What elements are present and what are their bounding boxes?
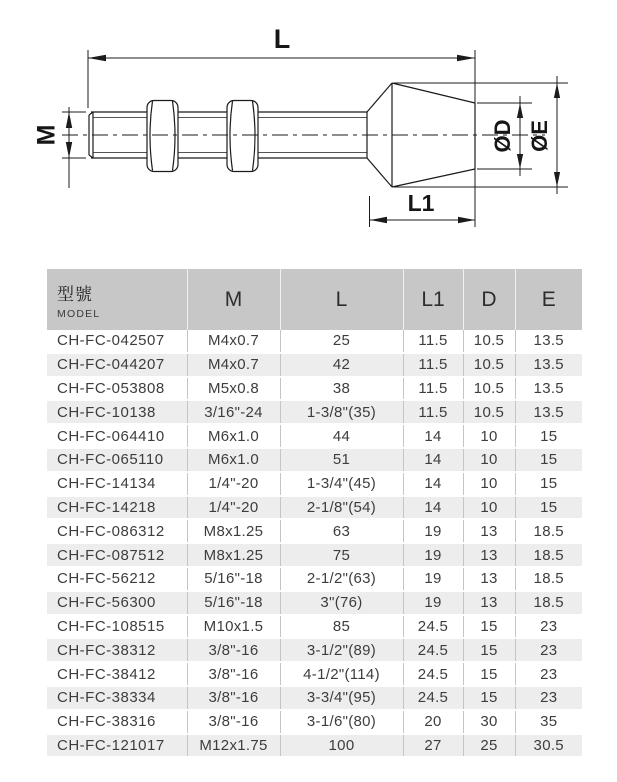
column-header-l1: L1 bbox=[403, 269, 463, 330]
model-label-zh: 型號 bbox=[57, 285, 93, 304]
label-L: L bbox=[273, 24, 291, 54]
cell-l: 25 bbox=[280, 330, 403, 353]
cell-model: CH-FC-38412 bbox=[47, 662, 187, 686]
cell-model: CH-FC-087512 bbox=[47, 543, 187, 567]
cell-l: 3"(76) bbox=[280, 591, 403, 615]
cell-m: 3/8"-16 bbox=[187, 638, 280, 662]
hex-nut-1 bbox=[147, 101, 178, 172]
cell-model: CH-FC-38312 bbox=[47, 638, 187, 662]
spindle-technical-drawing bbox=[0, 0, 617, 255]
cell-l: 85 bbox=[280, 615, 403, 639]
cell-model: CH-FC-053808 bbox=[47, 377, 187, 401]
table-header-row bbox=[47, 269, 582, 330]
cell-d: 13 bbox=[463, 567, 515, 591]
column-header-e: E bbox=[515, 269, 582, 330]
cell-m: M12x1.75 bbox=[187, 734, 280, 758]
cell-l1: 24.5 bbox=[403, 686, 463, 710]
cell-model: CH-FC-121017 bbox=[47, 734, 187, 758]
model-label-en: MODEL bbox=[57, 308, 101, 320]
cell-model: CH-FC-38316 bbox=[47, 710, 187, 734]
cell-model: CH-FC-108515 bbox=[47, 615, 187, 639]
table-row bbox=[47, 543, 582, 567]
table-row bbox=[47, 448, 582, 472]
cell-l1: 24.5 bbox=[403, 615, 463, 639]
cell-l1: 11.5 bbox=[403, 377, 463, 401]
cell-d: 10 bbox=[463, 496, 515, 520]
cell-d: 25 bbox=[463, 734, 515, 758]
cell-l1: 19 bbox=[403, 591, 463, 615]
cell-m: 1/4"-20 bbox=[187, 472, 280, 496]
cell-l: 100 bbox=[280, 734, 403, 758]
table-row bbox=[47, 519, 582, 543]
cell-l: 3-1/2"(89) bbox=[280, 638, 403, 662]
cell-e: 30.5 bbox=[515, 734, 582, 758]
cell-l: 1-3/8"(35) bbox=[280, 400, 403, 424]
cell-d: 13 bbox=[463, 591, 515, 615]
table-row bbox=[47, 686, 582, 710]
cell-e: 18.5 bbox=[515, 519, 582, 543]
cell-d: 15 bbox=[463, 615, 515, 639]
cell-l: 2-1/2"(63) bbox=[280, 567, 403, 591]
cell-l1: 14 bbox=[403, 448, 463, 472]
column-header-l: L bbox=[280, 269, 403, 330]
cell-l1: 11.5 bbox=[403, 353, 463, 377]
cell-l: 63 bbox=[280, 519, 403, 543]
cell-l: 44 bbox=[280, 424, 403, 448]
cell-model: CH-FC-044207 bbox=[47, 353, 187, 377]
cell-e: 23 bbox=[515, 686, 582, 710]
cell-e: 35 bbox=[515, 710, 582, 734]
cell-model: CH-FC-042507 bbox=[47, 330, 187, 353]
cell-l: 51 bbox=[280, 448, 403, 472]
cell-e: 13.5 bbox=[515, 353, 582, 377]
cell-m: M6x1.0 bbox=[187, 424, 280, 448]
cell-d: 10.5 bbox=[463, 353, 515, 377]
cell-m: M8x1.25 bbox=[187, 519, 280, 543]
cell-e: 23 bbox=[515, 615, 582, 639]
cell-l: 3-3/4"(95) bbox=[280, 686, 403, 710]
cell-l: 2-1/8"(54) bbox=[280, 496, 403, 520]
cell-e: 15 bbox=[515, 448, 582, 472]
table-row bbox=[47, 567, 582, 591]
cell-d: 10.5 bbox=[463, 400, 515, 424]
table-row bbox=[47, 496, 582, 520]
table-row bbox=[47, 353, 582, 377]
cell-m: 5/16"-18 bbox=[187, 567, 280, 591]
label-dia-D: ØD bbox=[489, 119, 515, 153]
cell-d: 13 bbox=[463, 519, 515, 543]
cell-d: 10 bbox=[463, 424, 515, 448]
table-body bbox=[47, 330, 582, 757]
cell-l1: 14 bbox=[403, 472, 463, 496]
cell-d: 30 bbox=[463, 710, 515, 734]
cell-e: 23 bbox=[515, 638, 582, 662]
cell-l1: 19 bbox=[403, 567, 463, 591]
table-row bbox=[47, 377, 582, 401]
cell-l1: 27 bbox=[403, 734, 463, 758]
cell-e: 23 bbox=[515, 662, 582, 686]
cell-m: 1/4"-20 bbox=[187, 496, 280, 520]
hex-nut-2 bbox=[227, 101, 258, 172]
cell-m: 3/8"-16 bbox=[187, 710, 280, 734]
cell-e: 13.5 bbox=[515, 400, 582, 424]
cell-m: M5x0.8 bbox=[187, 377, 280, 401]
table-row bbox=[47, 638, 582, 662]
cell-l1: 11.5 bbox=[403, 400, 463, 424]
cell-m: M4x0.7 bbox=[187, 353, 280, 377]
cell-l: 1-3/4"(45) bbox=[280, 472, 403, 496]
cell-e: 18.5 bbox=[515, 591, 582, 615]
cell-m: M4x0.7 bbox=[187, 330, 280, 353]
spec-table bbox=[47, 269, 582, 758]
cell-l1: 19 bbox=[403, 543, 463, 567]
cell-l: 4-1/2"(114) bbox=[280, 662, 403, 686]
cell-l1: 24.5 bbox=[403, 638, 463, 662]
cell-model: CH-FC-10138 bbox=[47, 400, 187, 424]
cell-d: 15 bbox=[463, 638, 515, 662]
cell-model: CH-FC-14218 bbox=[47, 496, 187, 520]
cell-model: CH-FC-38334 bbox=[47, 686, 187, 710]
table-row bbox=[47, 591, 582, 615]
cell-d: 15 bbox=[463, 662, 515, 686]
cell-d: 10.5 bbox=[463, 330, 515, 353]
table-row bbox=[47, 615, 582, 639]
cell-m: M6x1.0 bbox=[187, 448, 280, 472]
table-row bbox=[47, 734, 582, 758]
cell-l1: 14 bbox=[403, 424, 463, 448]
cell-m: 3/8"-16 bbox=[187, 686, 280, 710]
table-row bbox=[47, 472, 582, 496]
cell-l: 3-1/6"(80) bbox=[280, 710, 403, 734]
cell-model: CH-FC-56212 bbox=[47, 567, 187, 591]
table-row bbox=[47, 400, 582, 424]
cell-l1: 19 bbox=[403, 519, 463, 543]
cell-d: 10 bbox=[463, 448, 515, 472]
cell-model: CH-FC-065110 bbox=[47, 448, 187, 472]
cell-d: 15 bbox=[463, 686, 515, 710]
cell-m: 5/16"-18 bbox=[187, 591, 280, 615]
cell-m: M8x1.25 bbox=[187, 543, 280, 567]
cell-l1: 20 bbox=[403, 710, 463, 734]
cell-e: 18.5 bbox=[515, 567, 582, 591]
cell-l1: 14 bbox=[403, 496, 463, 520]
label-M: M bbox=[32, 124, 61, 146]
cell-model: CH-FC-56300 bbox=[47, 591, 187, 615]
cell-e: 13.5 bbox=[515, 377, 582, 401]
table-row bbox=[47, 662, 582, 686]
table-row bbox=[47, 710, 582, 734]
cell-l1: 11.5 bbox=[403, 330, 463, 353]
cell-m: 3/16"-24 bbox=[187, 400, 280, 424]
label-L1: L1 bbox=[407, 190, 435, 216]
cell-e: 18.5 bbox=[515, 543, 582, 567]
table-row bbox=[47, 424, 582, 448]
cell-e: 15 bbox=[515, 496, 582, 520]
cell-l: 38 bbox=[280, 377, 403, 401]
column-header-d: D bbox=[463, 269, 515, 330]
cell-model: CH-FC-086312 bbox=[47, 519, 187, 543]
cell-l: 42 bbox=[280, 353, 403, 377]
cell-l: 75 bbox=[280, 543, 403, 567]
cell-m: M10x1.5 bbox=[187, 615, 280, 639]
cell-m: 3/8"-16 bbox=[187, 662, 280, 686]
cell-e: 15 bbox=[515, 472, 582, 496]
column-header-m: M bbox=[187, 269, 280, 330]
cell-d: 10.5 bbox=[463, 377, 515, 401]
cell-model: CH-FC-064410 bbox=[47, 424, 187, 448]
table-row bbox=[47, 330, 582, 353]
column-header-model bbox=[47, 269, 187, 330]
label-dia-E: ØE bbox=[526, 120, 552, 152]
cell-e: 13.5 bbox=[515, 330, 582, 353]
cell-d: 13 bbox=[463, 543, 515, 567]
cell-model: CH-FC-14134 bbox=[47, 472, 187, 496]
cell-d: 10 bbox=[463, 472, 515, 496]
dimension-M bbox=[62, 107, 86, 188]
cell-l1: 24.5 bbox=[403, 662, 463, 686]
cell-e: 15 bbox=[515, 424, 582, 448]
